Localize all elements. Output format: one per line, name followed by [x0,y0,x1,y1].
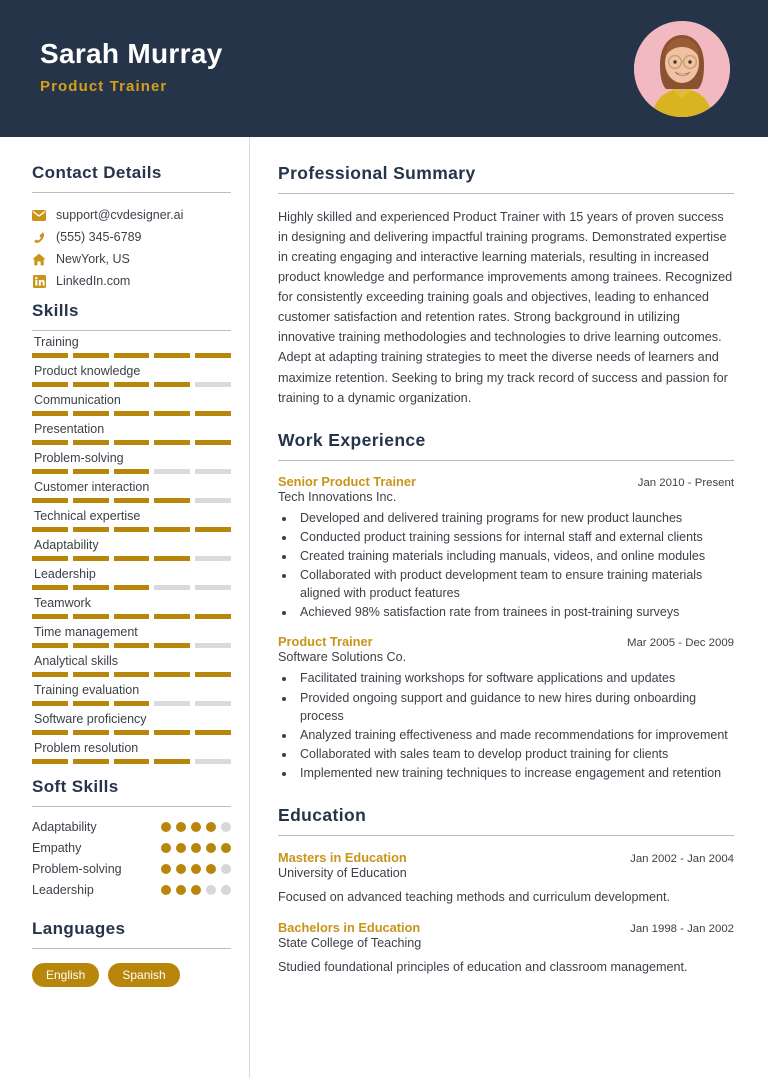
skill-bar-segment [114,614,150,619]
section-languages [32,919,231,987]
rating-dot [176,885,186,895]
list-item[interactable] [32,230,231,244]
resume-header [0,0,768,137]
soft-skills-list [32,820,231,897]
divider [278,460,734,461]
skill-label: Customer interaction [34,480,150,494]
contact-location-text: NewYork, US [56,252,130,266]
skill-bar-segment [154,730,190,735]
rating-dot [161,843,171,853]
main-column [250,137,768,1078]
degree-date-range: Jan 1998 - Jan 2002 [630,923,734,936]
skill-bar-segment [154,759,190,764]
skill-bar-segment [195,498,231,503]
skill-bar-segment [73,411,109,416]
section-title-summary: Professional Summary [278,163,476,183]
skill-bar-segment [114,730,150,735]
entry-header [278,474,734,489]
skill-bar-segment [195,730,231,735]
education-entry-list [278,850,734,977]
skill-item [32,592,231,619]
skill-bar-segment [32,498,68,503]
skill-bar-segment [114,411,150,416]
skill-bar-segment [32,730,68,735]
skill-bar-segment [114,382,150,387]
rating-dot [191,843,201,853]
skill-bar-segment [154,498,190,503]
skill-level-bar [32,672,231,677]
language-tag: English [32,963,99,987]
skill-bar-segment [114,643,150,648]
skill-bar-segment [32,556,68,561]
skill-item [32,650,231,677]
skill-bar-segment [195,382,231,387]
rating-dot [161,885,171,895]
rating-dot [221,885,231,895]
education-entry [278,850,734,906]
skill-label: Adaptability [34,538,99,552]
skill-bar-segment [32,585,68,590]
rating-dot [191,822,201,832]
skill-bar-segment [114,556,150,561]
skill-bar-segment [32,672,68,677]
contact-linkedin-text: LinkedIn.com [56,274,131,288]
skill-level-bar [32,701,231,706]
skill-bar-segment [195,701,231,706]
skill-bar-segment [73,527,109,532]
skill-bar-segment [195,614,231,619]
skill-bar-segment [114,498,150,503]
resume-body [0,137,768,1078]
company-name: Tech Innovations Inc. [278,489,397,504]
skill-bar-segment [154,585,190,590]
skill-label: Software proficiency [34,712,147,726]
soft-skill-rating-dots [161,843,231,853]
language-tag: Spanish [108,963,179,987]
skill-bar-segment [32,701,68,706]
divider [32,806,231,807]
skills-list [32,331,231,764]
skill-bar-segment [73,614,109,619]
summary-text: Highly skilled and experienced Product Trainer with 15 years of proven success in designing and delivering impactful training programs. Demonstrated expertise in creating engaging and interactive learning materials, resulting in increased product knowledge and performance improvements among trainees. Recognized for consistently exceeding training goals and objectives, leading to enhanced customer satisfaction and retention rates. Strong background in utilizing innovative training methodologies and technologies to drive learning outcomes. Adept at adapting training strategies to meet the diverse needs of learners and maximize retention. Seeking to bring my track record of success and passion for training to a dynamic organization. [278,210,733,405]
list-item: • Developed and delivered training programs for new product launches [296,509,734,527]
list-item: • Facilitated training workshops for software applications and updates [296,669,734,687]
list-item[interactable] [32,274,231,288]
job-title: Product Trainer [278,634,373,650]
rating-dot [176,822,186,832]
divider [278,193,734,194]
rating-dot [191,864,201,874]
envelope-icon [32,208,46,222]
skill-label: Presentation [34,422,105,436]
skill-level-bar [32,498,231,503]
phone-icon [32,230,46,244]
skill-bar-segment [154,643,190,648]
skill-level-bar [32,730,231,735]
skill-level-bar [32,382,231,387]
skill-bar-segment [195,469,231,474]
skill-level-bar [32,527,231,532]
skill-level-bar [32,585,231,590]
responsibility-list [296,669,734,782]
skill-bar-segment [73,469,109,474]
entry-header [278,634,734,649]
skill-level-bar [32,353,231,358]
skill-bar-segment [195,585,231,590]
soft-skill-rating-dots [161,864,231,874]
skill-bar-segment [154,353,190,358]
skill-bar-segment [195,411,231,416]
education-description: Studied foundational principles of education and classroom management. [278,960,688,975]
skill-label: Analytical skills [34,654,119,668]
company-name: Software Solutions Co. [278,650,407,665]
list-item: • Collaborated with sales team to develop product training for clients [296,745,734,763]
skill-bar-segment [195,672,231,677]
degree-title: Bachelors in Education [278,920,421,936]
home-icon [32,252,46,266]
rating-dot [191,885,201,895]
entry-header [278,920,734,935]
list-item: • Created training materials including manuals, videos, and online modules [296,547,734,565]
skill-bar-segment [32,411,68,416]
contact-list [32,208,231,288]
divider [32,192,231,193]
section-soft-skills [32,777,231,897]
header-text-group [40,38,223,99]
skill-bar-segment [114,701,150,706]
list-item[interactable] [32,252,231,266]
skill-label: Teamwork [34,596,91,610]
skill-bar-segment [154,382,190,387]
skill-bar-segment [154,672,190,677]
section-title-education: Education [278,805,367,826]
skill-level-bar [32,440,231,445]
skill-item [32,360,231,387]
skill-bar-segment [114,440,150,445]
skill-bar-segment [114,759,150,764]
rating-dot [176,864,186,874]
skill-item [32,708,231,735]
list-item: • Conducted product training sessions for internal staff and external clients [296,528,734,546]
page-title: Sarah Murray [40,37,223,69]
entry-header [278,850,734,865]
skill-bar-segment [195,759,231,764]
linkedin-icon [32,274,46,288]
skill-label: Leadership [34,567,96,581]
skill-label: Technical expertise [34,509,141,523]
rating-dot [161,822,171,832]
job-role-subtitle: Product Trainer [40,78,168,96]
skill-item [32,563,231,590]
skill-bar-segment [73,556,109,561]
work-entry-list [278,474,734,783]
skill-bar-segment [73,585,109,590]
skill-bar-segment [32,353,68,358]
soft-skill-item [32,841,231,855]
section-contact-details [32,163,231,288]
rating-dot [221,864,231,874]
job-date-range: Jan 2010 - Present [637,476,734,489]
skill-bar-segment [73,382,109,387]
responsibility-list [296,509,734,622]
section-title-contact: Contact Details [32,163,162,182]
soft-skill-item [32,820,231,834]
rating-dot [176,843,186,853]
skill-bar-segment [32,643,68,648]
degree-date-range: Jan 2002 - Jan 2004 [630,853,734,866]
skill-bar-segment [114,585,150,590]
skill-bar-segment [195,643,231,648]
list-item: • Analyzed training effectiveness and made recommendations for improvement [296,726,734,744]
skill-bar-segment [73,672,109,677]
skill-label: Training [34,335,79,349]
skill-item [32,476,231,503]
skill-level-bar [32,469,231,474]
skill-bar-segment [154,469,190,474]
skill-label: Problem resolution [34,741,139,755]
skill-bar-segment [32,469,68,474]
skill-bar-segment [73,643,109,648]
skill-bar-segment [195,440,231,445]
skill-label: Communication [34,393,121,407]
section-skills [32,301,231,764]
divider [278,835,734,836]
skill-bar-segment [73,759,109,764]
skill-label: Training evaluation [34,683,140,697]
skill-level-bar [32,556,231,561]
rating-dot [206,864,216,874]
skill-bar-segment [32,614,68,619]
skill-bar-segment [154,411,190,416]
rating-dot [221,843,231,853]
skill-item [32,505,231,532]
language-tag-list [32,963,231,987]
rating-dot [161,864,171,874]
skill-bar-segment [154,440,190,445]
skill-item [32,621,231,648]
skill-label: Product knowledge [34,364,141,378]
skill-item [32,418,231,445]
soft-skill-label: Adaptability [32,820,97,834]
skill-item [32,389,231,416]
institution-name: State College of Teaching [278,936,422,951]
section-title-skills: Skills [32,301,79,320]
skill-level-bar [32,614,231,619]
avatar [634,21,730,117]
spacer [278,408,734,430]
job-title: Senior Product Trainer [278,473,416,489]
skill-item [32,737,231,764]
education-entry [278,920,734,976]
skill-bar-segment [195,353,231,358]
section-title-work: Work Experience [278,429,426,450]
list-item: • Achieved 98% satisfaction rate from trainees in post-training surveys [296,603,734,621]
rating-dot [206,822,216,832]
list-item[interactable] [32,208,231,222]
skill-bar-segment [73,440,109,445]
divider [32,948,231,949]
institution-name: University of Education [278,866,407,881]
skill-label: Time management [34,625,138,639]
section-title-soft-skills: Soft Skills [32,777,119,796]
skill-bar-segment [154,527,190,532]
skill-bar-segment [73,730,109,735]
job-date-range: Mar 2005 - Dec 2009 [626,637,734,650]
skill-item [32,447,231,474]
sidebar [0,137,250,1078]
skill-bar-segment [32,759,68,764]
section-work-experience [278,430,734,783]
skill-bar-segment [114,469,150,474]
skill-level-bar [32,643,231,648]
skill-bar-segment [195,556,231,561]
skill-level-bar [32,411,231,416]
skill-bar-segment [195,527,231,532]
contact-email-text: support@cvdesigner.ai [56,208,184,222]
skill-bar-segment [73,353,109,358]
skill-bar-segment [154,556,190,561]
skill-bar-segment [32,440,68,445]
soft-skill-item [32,883,231,897]
contact-phone-text: (555) 345-6789 [56,230,142,244]
list-item: • Collaborated with product development team to ensure training materials aligned with product features [296,566,734,602]
work-entry [278,634,734,782]
skill-bar-segment [154,614,190,619]
soft-skill-label: Problem-solving [32,862,122,876]
soft-skill-label: Empathy [32,841,82,855]
skill-label: Problem-solving [34,451,124,465]
section-title-languages: Languages [32,919,126,938]
rating-dot [206,885,216,895]
section-professional-summary [278,163,734,408]
soft-skill-label: Leadership [32,883,94,897]
education-description: Focused on advanced teaching methods and curriculum development. [278,890,671,905]
skill-item [32,331,231,358]
rating-dot [221,822,231,832]
skill-level-bar [32,759,231,764]
list-item: • Provided ongoing support and guidance to new hires during onboarding process [296,689,734,725]
degree-title: Masters in Education [278,850,407,866]
section-education [278,805,734,977]
skill-bar-segment [114,672,150,677]
skill-bar-segment [114,527,150,532]
soft-skill-rating-dots [161,822,231,832]
soft-skill-rating-dots [161,885,231,895]
work-entry [278,474,734,622]
skill-bar-segment [32,382,68,387]
list-item: • Implemented new training techniques to increase engagement and retention [296,764,734,782]
soft-skill-item [32,862,231,876]
skill-bar-segment [154,701,190,706]
skill-item [32,534,231,561]
spacer [278,783,734,805]
skill-bar-segment [73,701,109,706]
rating-dot [206,843,216,853]
skill-item [32,679,231,706]
skill-bar-segment [114,353,150,358]
skill-bar-segment [32,527,68,532]
skill-bar-segment [73,498,109,503]
